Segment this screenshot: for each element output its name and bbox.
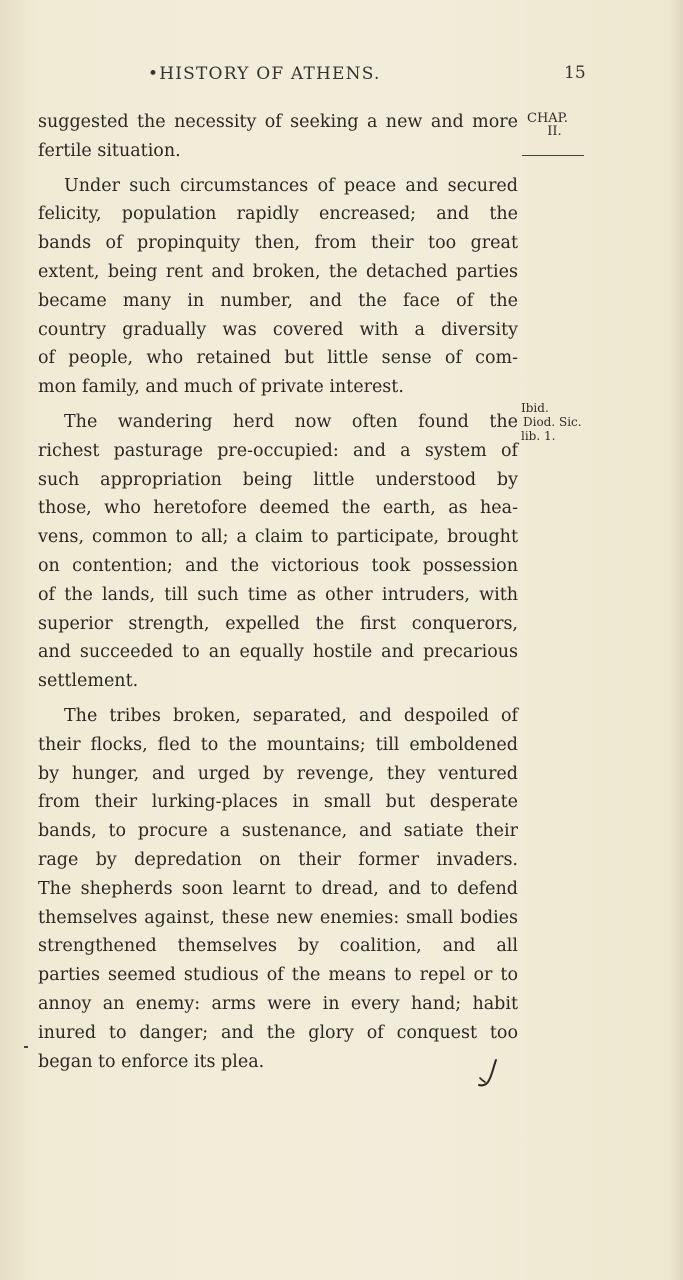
- text-line: inured to danger; and the glory of conquest too: [38, 1022, 518, 1043]
- paragraph-4: [38, 702, 518, 1076]
- text-line: vens, common to all; a claim to participate, brought: [38, 527, 518, 548]
- body-text: [38, 108, 518, 1076]
- text-line: began to enforce its plea.: [38, 1051, 265, 1072]
- margin-note-lib: lib. 1.: [521, 429, 556, 443]
- text-line: superior strength, expelled the first conquerors,: [38, 613, 518, 634]
- text-line: bands, to procure a sustenance, and satiate their: [38, 821, 518, 842]
- margin-note-ibid: Ibid.: [521, 401, 549, 415]
- text-line: suggested the necessity of seeking a new and more: [38, 112, 518, 132]
- text-line: of the lands, till such time as other intruders, with: [38, 584, 518, 605]
- text-line: rage by depredation on their former invaders.: [38, 849, 518, 870]
- text-line: such appropriation being little understood by: [38, 469, 518, 490]
- page-number: 15: [564, 63, 586, 83]
- text-line: fertile situation.: [38, 140, 181, 161]
- text-line: on contention; and the victorious took possession: [38, 555, 518, 576]
- chapter-number: II.: [547, 124, 562, 139]
- paragraph-2: [38, 172, 518, 402]
- text-line: felicity, population rapidly encreased; and the: [38, 204, 518, 225]
- margin-note-diod: Diod. Sic.: [523, 415, 582, 429]
- text-line: mon family, and much of private interest.: [38, 377, 404, 398]
- text-line: of people, who retained but little sense of com-: [38, 348, 518, 369]
- text-line: those, who heretofore deemed the earth, as hea-: [38, 498, 518, 519]
- paragraph-3: [38, 408, 518, 696]
- text-line: The shepherds soon learnt to dread, and to defend: [38, 878, 518, 899]
- text-line: and succeeded to an equally hostile and precarious: [38, 642, 518, 663]
- text-line: country gradually was covered with a diversity: [38, 319, 518, 340]
- ink-flourish-icon: [476, 1058, 502, 1088]
- margin-mark: [24, 1046, 28, 1048]
- text-line: Under such circumstances of peace and secured: [64, 175, 518, 196]
- text-line: from their lurking-places in small but desperate: [38, 792, 518, 813]
- page-edge-shadow: [669, 0, 683, 1280]
- text-line: their flocks, fled to the mountains; till emboldened: [38, 734, 518, 755]
- text-line: became many in number, and the face of the: [38, 290, 518, 311]
- text-line: settlement.: [38, 671, 139, 692]
- text-line: by hunger, and urged by revenge, they ventured: [38, 763, 518, 784]
- chapter-label: CHAP.: [527, 111, 568, 126]
- text-line: richest pasturage pre-occupied: and a system of: [38, 440, 518, 461]
- chapter-marker: [527, 112, 568, 138]
- text-line: The wandering herd now often found the: [64, 411, 518, 432]
- running-head: •HISTORY OF ATHENS.: [148, 64, 381, 84]
- text-line: themselves against, these new enemies: small bodies: [38, 907, 518, 928]
- text-line: extent, being rent and broken, the detached parties: [38, 261, 518, 282]
- text-line: bands of propinquity then, from their too great: [38, 233, 518, 254]
- paragraph-1: [38, 108, 518, 166]
- text-line: annoy an enemy: arms were in every hand; habit: [38, 993, 518, 1014]
- text-line: strengthened themselves by coalition, and all: [38, 936, 518, 957]
- chapter-rule: [522, 155, 584, 156]
- text-line: parties seemed studious of the means to repel or to: [38, 965, 518, 986]
- text-line: The tribes broken, separated, and despoiled of: [64, 705, 518, 726]
